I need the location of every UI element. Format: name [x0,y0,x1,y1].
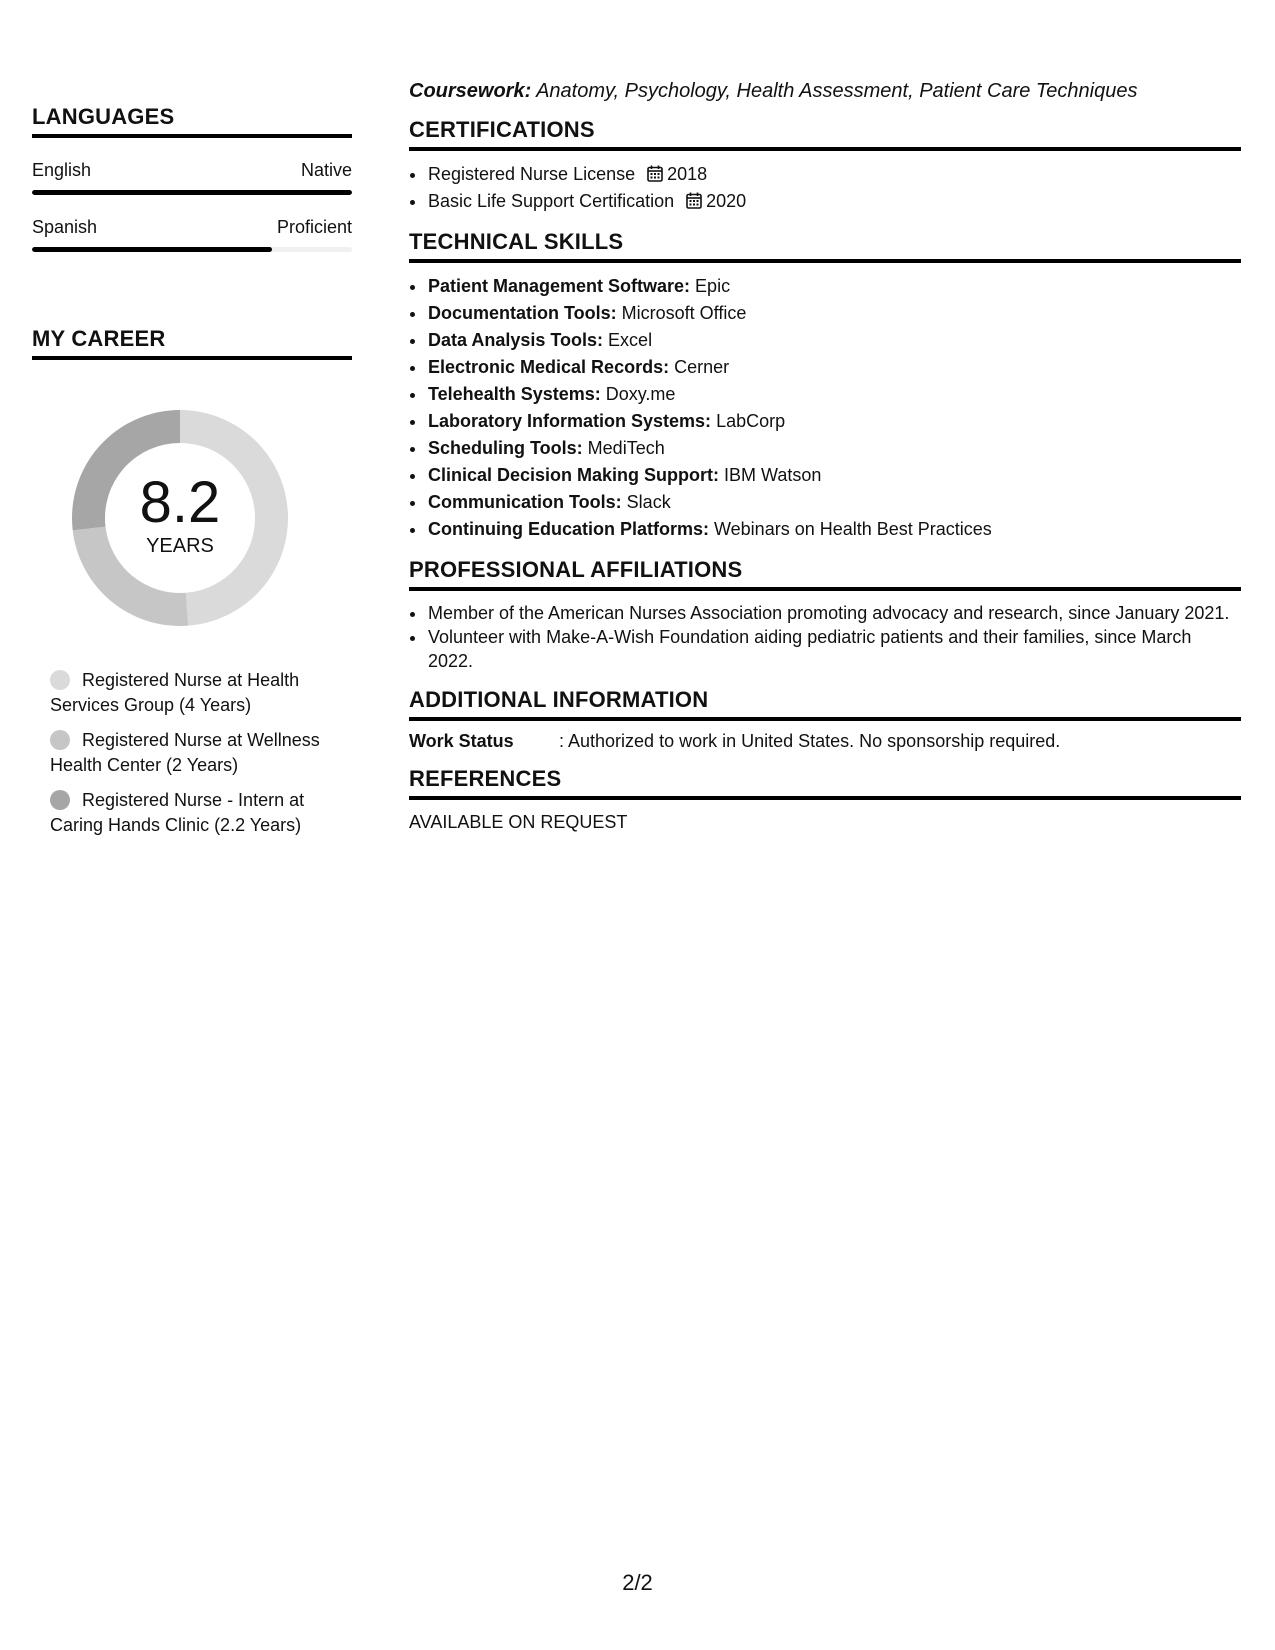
skill-label: Telehealth Systems: [428,384,601,404]
affiliations-section [409,557,1241,673]
skill-label: Electronic Medical Records: [428,357,670,377]
skill-value: Cerner [669,357,730,377]
technical-skills-section [409,229,1241,543]
skill-item [427,408,1241,435]
skill-label: Clinical Decision Making Support: [428,465,720,485]
skill-item [427,381,1241,408]
technical-skills-list [409,273,1241,543]
affiliation-item: • Member of the American Nurses Association promoting advocacy and research, since January 2021. [427,601,1241,625]
calendar-icon [686,192,702,209]
skill-label: Patient Management Software: [428,276,691,296]
certifications-list [409,161,1241,215]
skill-item [427,489,1241,516]
references-text: AVAILABLE ON REQUEST [409,812,628,832]
certification-name: Basic Life Support Certification [428,191,675,211]
skill-value: LabCorp [711,411,786,431]
skill-label: Scheduling Tools: [428,438,583,458]
skill-label: Data Analysis Tools: [428,330,604,350]
language-level: Proficient [276,217,352,237]
references-heading: REFERENCES [409,766,1241,800]
skill-value: Doxy.me [600,384,676,404]
affiliation-item: • Volunteer with Make-A-Wish Foundation aiding pediatric patients and their families, since March 2022. [427,625,1241,673]
legend-item [50,728,352,778]
legend-dot [50,730,70,750]
skill-label: Continuing Education Platforms: [428,519,709,539]
legend-item [50,788,352,838]
work-status-value: : Authorized to work in United States. No sponsorship required. [559,731,1061,751]
skill-item [427,435,1241,462]
career-heading: MY CAREER [32,326,352,360]
coursework-label: Coursework: [409,80,532,102]
skill-item [427,327,1241,354]
certification-item [427,188,1241,215]
references-section [409,766,1241,833]
skill-value: MediTech [582,438,665,458]
left-column [32,104,352,848]
language-level: Native [300,160,352,180]
certification-item [427,161,1241,188]
certification-name: Registered Nurse License [428,164,636,184]
work-status-label: Work Status [409,731,514,751]
skill-label: Laboratory Information Systems: [428,411,712,431]
skill-value: Epic [690,276,731,296]
skill-item [427,354,1241,381]
coursework [409,80,1241,103]
skill-label: Documentation Tools: [428,303,617,323]
career-total-value: 8.2 [139,469,221,535]
language-name: Spanish [32,217,98,237]
career-total-label: YEARS [146,534,214,557]
skill-item [427,516,1241,543]
coursework-text: Anatomy, Psychology, Health Assessment, Patient Care Techniques [531,80,1138,102]
skill-value: Microsoft Office [616,303,747,323]
language-bar [32,247,352,252]
technical-skills-heading: TECHNICAL SKILLS [409,229,1241,263]
legend-item [50,668,352,718]
certification-year: 2020 [706,191,747,211]
legend-label: Registered Nurse - Intern at Caring Hands Clinic (2.2 Years) [50,790,305,835]
skill-item [427,462,1241,489]
language-bar-fill [32,247,272,252]
calendar-icon [647,165,663,182]
language-item [32,217,352,252]
career-donut-chart [66,404,294,632]
skill-value: Excel [603,330,653,350]
skill-item [427,273,1241,300]
skill-item [427,300,1241,327]
languages-heading: LANGUAGES [32,104,352,138]
skill-value: Slack [621,492,671,512]
skill-label: Communication Tools: [428,492,622,512]
page-number: 2/2 [622,1570,653,1595]
career-legend [50,668,352,838]
additional-info-section [409,687,1241,752]
work-status-row [409,731,1241,752]
legend-dot [50,670,70,690]
affiliations-list [409,601,1241,673]
language-bar-fill [32,190,352,195]
certifications-section [409,117,1241,215]
skill-value: Webinars on Health Best Practices [709,519,992,539]
certification-year: 2018 [667,164,708,184]
affiliations-heading: PROFESSIONAL AFFILIATIONS [409,557,1241,591]
certifications-heading: CERTIFICATIONS [409,117,1241,151]
legend-dot [50,790,70,810]
legend-label: Registered Nurse at Health Services Group (4 Years) [50,670,300,715]
language-bar [32,190,352,195]
skill-value: IBM Watson [719,465,822,485]
language-item [32,160,352,195]
additional-info-heading: ADDITIONAL INFORMATION [409,687,1241,721]
language-name: English [32,160,92,180]
right-column [409,80,1241,847]
legend-label: Registered Nurse at Wellness Health Center (2 Years) [50,730,320,775]
